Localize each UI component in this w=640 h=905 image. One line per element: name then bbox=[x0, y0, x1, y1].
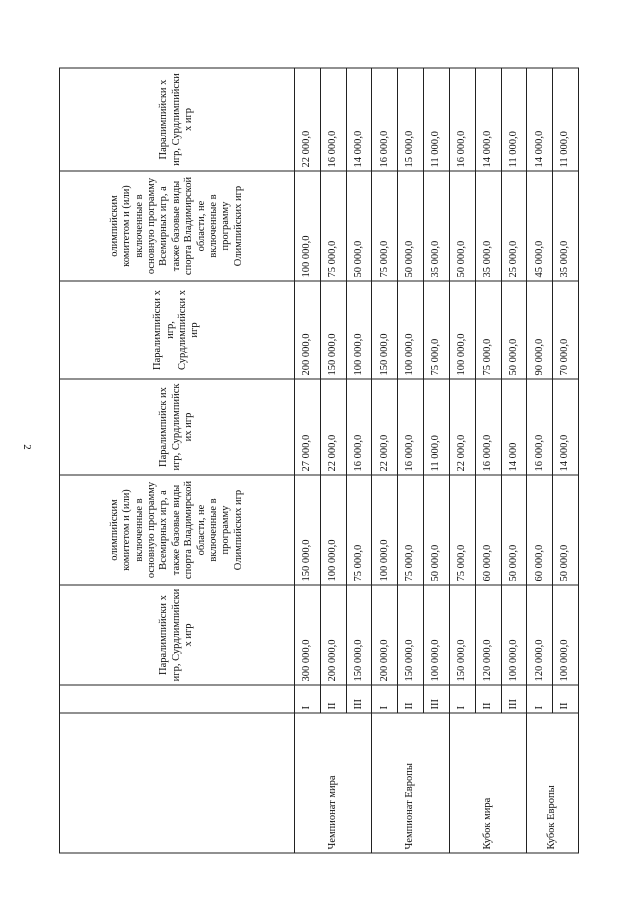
value-cell: 150 000,0 bbox=[449, 585, 475, 685]
column-header: Паралимпийски х игр, Сурдлимпийски х игр bbox=[60, 68, 295, 171]
value-cell: 22 000,0 bbox=[372, 379, 398, 475]
award-table-body bbox=[60, 68, 579, 853]
table-row bbox=[449, 68, 475, 853]
rank-cell: III bbox=[346, 685, 372, 713]
rank-cell: I bbox=[372, 685, 398, 713]
value-cell: 60 000,0 bbox=[475, 475, 501, 585]
competition-name: Кубок Европы bbox=[527, 713, 579, 853]
header-empty-cell bbox=[60, 685, 295, 713]
value-cell: 50 000,0 bbox=[398, 171, 424, 281]
table-row bbox=[295, 68, 321, 853]
value-cell: 35 000,0 bbox=[424, 171, 450, 281]
value-cell: 50 000,0 bbox=[501, 281, 527, 379]
rank-cell: II bbox=[475, 685, 501, 713]
value-cell: 70 000,0 bbox=[553, 281, 579, 379]
value-cell: 150 000,0 bbox=[320, 281, 346, 379]
value-cell: 75 000,0 bbox=[424, 281, 450, 379]
value-cell: 200 000,0 bbox=[320, 585, 346, 685]
rank-cell: II bbox=[320, 685, 346, 713]
value-cell: 25 000,0 bbox=[501, 171, 527, 281]
column-header: Паралимпийски х игр, Сурдлимпийски х игр bbox=[60, 281, 295, 379]
value-cell: 16 000,0 bbox=[320, 68, 346, 171]
value-cell: 90 000,0 bbox=[527, 281, 553, 379]
page-number: 2 bbox=[20, 444, 33, 450]
value-cell: 100 000,0 bbox=[320, 475, 346, 585]
competition-name: Кубок мира bbox=[449, 713, 526, 853]
value-cell: 50 000,0 bbox=[449, 171, 475, 281]
value-cell: 22 000,0 bbox=[295, 68, 321, 171]
value-cell: 11 000,0 bbox=[501, 68, 527, 171]
value-cell: 75 000,0 bbox=[398, 475, 424, 585]
value-cell: 50 000,0 bbox=[424, 475, 450, 585]
value-cell: 75 000,0 bbox=[320, 171, 346, 281]
award-table bbox=[59, 68, 579, 854]
value-cell: 14 000,0 bbox=[346, 68, 372, 171]
rank-cell: II bbox=[553, 685, 579, 713]
value-cell: 11 000,0 bbox=[553, 68, 579, 171]
value-cell: 300 000,0 bbox=[295, 585, 321, 685]
value-cell: 100 000,0 bbox=[449, 281, 475, 379]
value-cell: 150 000,0 bbox=[398, 585, 424, 685]
rank-cell: I bbox=[527, 685, 553, 713]
value-cell: 22 000,0 bbox=[320, 379, 346, 475]
value-cell: 16 000,0 bbox=[346, 379, 372, 475]
rank-cell: I bbox=[449, 685, 475, 713]
rank-cell: III bbox=[501, 685, 527, 713]
rank-cell: I bbox=[295, 685, 321, 713]
competition-name: Чемпионат Европы bbox=[372, 713, 449, 853]
value-cell: 27 000,0 bbox=[295, 379, 321, 475]
rank-cell: II bbox=[398, 685, 424, 713]
column-header: олимпийским комитетом и (или) включенные в основную программу Всемирных игр, а также базовые виды спорта Владимирской области, не включенные в программу Олимпийских игр bbox=[60, 475, 295, 585]
value-cell: 100 000,0 bbox=[398, 281, 424, 379]
column-header: олимпийским комитетом и (или) включенные в основную программу Всемирных игр, а также базовые виды спорта Владимирской области, не включенные в программу Олимпийских игр bbox=[60, 171, 295, 281]
value-cell: 75 000,0 bbox=[449, 475, 475, 585]
value-cell: 16 000,0 bbox=[372, 68, 398, 171]
value-cell: 200 000,0 bbox=[372, 585, 398, 685]
value-cell: 150 000,0 bbox=[346, 585, 372, 685]
header-row bbox=[60, 68, 295, 853]
column-header: Паралимпийски х игр, Сурдлимпийски х игр bbox=[60, 585, 295, 685]
value-cell: 75 000,0 bbox=[372, 171, 398, 281]
rotated-page-content bbox=[59, 69, 579, 854]
value-cell: 11 000,0 bbox=[424, 379, 450, 475]
value-cell: 200 000,0 bbox=[295, 281, 321, 379]
value-cell: 60 000,0 bbox=[527, 475, 553, 585]
value-cell: 150 000,0 bbox=[372, 281, 398, 379]
value-cell: 100 000,0 bbox=[424, 585, 450, 685]
value-cell: 100 000,0 bbox=[553, 585, 579, 685]
value-cell: 120 000,0 bbox=[527, 585, 553, 685]
competition-name: Чемпионат мира bbox=[295, 713, 372, 853]
value-cell: 100 000,0 bbox=[346, 281, 372, 379]
value-cell: 22 000,0 bbox=[449, 379, 475, 475]
value-cell: 14 000,0 bbox=[553, 379, 579, 475]
value-cell: 100 000,0 bbox=[501, 585, 527, 685]
value-cell: 14 000,0 bbox=[475, 68, 501, 171]
header-empty-cell bbox=[60, 713, 295, 853]
value-cell: 11 000,0 bbox=[424, 68, 450, 171]
table-row bbox=[372, 68, 398, 853]
value-cell: 50 000,0 bbox=[501, 475, 527, 585]
value-cell: 14 000,0 bbox=[527, 68, 553, 171]
value-cell: 16 000,0 bbox=[475, 379, 501, 475]
value-cell: 16 000,0 bbox=[527, 379, 553, 475]
value-cell: 50 000,0 bbox=[346, 171, 372, 281]
value-cell: 150 000,0 bbox=[295, 475, 321, 585]
value-cell: 120 000,0 bbox=[475, 585, 501, 685]
value-cell: 50 000,0 bbox=[553, 475, 579, 585]
value-cell: 35 000,0 bbox=[553, 171, 579, 281]
value-cell: 16 000,0 bbox=[449, 68, 475, 171]
value-cell: 35 000,0 bbox=[475, 171, 501, 281]
value-cell: 14 000 bbox=[501, 379, 527, 475]
value-cell: 75 000,0 bbox=[346, 475, 372, 585]
value-cell: 15 000,0 bbox=[398, 68, 424, 171]
rank-cell: III bbox=[424, 685, 450, 713]
value-cell: 16 000,0 bbox=[398, 379, 424, 475]
column-header: Паралимпийск их игр, Сурдлимпийск их игр bbox=[60, 379, 295, 475]
value-cell: 75 000,0 bbox=[475, 281, 501, 379]
value-cell: 100 000,0 bbox=[295, 171, 321, 281]
value-cell: 45 000,0 bbox=[527, 171, 553, 281]
table-row bbox=[527, 68, 553, 853]
value-cell: 100 000,0 bbox=[372, 475, 398, 585]
